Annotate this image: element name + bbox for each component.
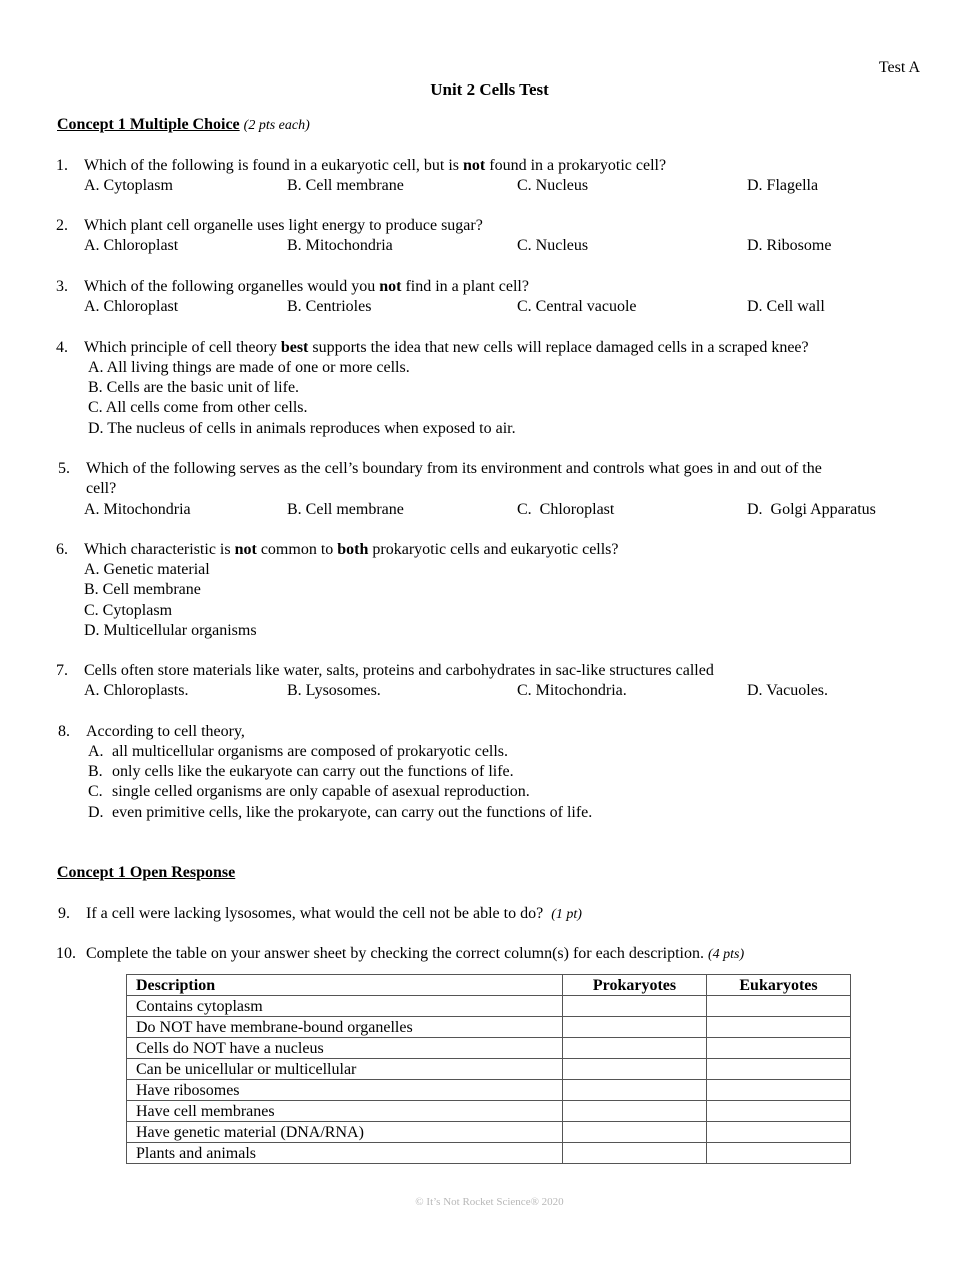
prokaryote-cell	[563, 1122, 707, 1143]
question-text: Which principle of cell theory best supports the idea that new cells will replace damaged cells in a scraped knee?	[84, 339, 809, 356]
cell-comparison-table	[126, 974, 851, 1164]
eukaryote-cell	[707, 1143, 851, 1164]
choice: even primitive cells, like the prokaryote, can carry out the functions of life.	[112, 804, 593, 821]
choice-letter: B.	[88, 763, 103, 780]
choice: B. Cell membrane	[287, 177, 404, 194]
prokaryote-cell	[563, 1080, 707, 1101]
choice-letter: D.	[88, 804, 104, 821]
choice: only cells like the eukaryote can carry out the functions of life.	[112, 763, 514, 780]
table-row: Cells do NOT have a nucleus	[127, 1038, 851, 1059]
table-row: Have ribosomes	[127, 1080, 851, 1101]
question-number: 7.	[56, 662, 68, 679]
prokaryote-cell	[563, 1017, 707, 1038]
eukaryote-cell	[707, 1080, 851, 1101]
choice: D. Cell wall	[747, 298, 825, 315]
question-number: 5.	[58, 460, 70, 477]
question-text: Cells often store materials like water, salts, proteins and carbohydrates in sac-like structures called	[84, 662, 714, 679]
prokaryote-cell	[563, 1059, 707, 1080]
page-title: Unit 2 Cells Test	[430, 80, 549, 99]
table-row: Can be unicellular or multicellular	[127, 1059, 851, 1080]
question-text: Which of the following serves as the cell’s boundary from its environment and controls what goes in and out of the	[86, 460, 822, 477]
eukaryote-cell	[707, 1038, 851, 1059]
choice: B. Cell membrane	[84, 581, 201, 598]
prokaryote-cell	[563, 1038, 707, 1059]
eukaryote-cell	[707, 996, 851, 1017]
choice: D. Multicellular organisms	[84, 622, 257, 639]
copyright-footer: © It’s Not Rocket Science® 2020	[415, 1196, 564, 1208]
table-row: Plants and animals	[127, 1143, 851, 1164]
choice: D. Flagella	[747, 177, 819, 194]
choice: C. Chloroplast	[517, 501, 615, 518]
question-number: 10.	[56, 945, 76, 962]
question-text: Which characteristic is not common to both prokaryotic cells and eukaryotic cells?	[84, 541, 619, 558]
question-number: 8.	[58, 723, 70, 740]
choice: B. Cells are the basic unit of life.	[88, 379, 300, 396]
choice: A. All living things are made of one or more cells.	[88, 359, 410, 376]
table-row: Have cell membranes	[127, 1101, 851, 1122]
choice: A. Chloroplast	[84, 237, 179, 254]
choice: C. Central vacuole	[517, 298, 637, 315]
choice: A. Mitochondria	[84, 501, 191, 518]
choice: single celled organisms are only capable of asexual reproduction.	[112, 783, 530, 800]
test-version: Test A	[878, 59, 920, 76]
question-number: 2.	[56, 217, 68, 234]
question-text: Which of the following organelles would you not find in a plant cell?	[84, 278, 529, 295]
choice: A. Chloroplasts.	[84, 682, 189, 699]
question-number: 6.	[56, 541, 68, 558]
choice: C. Mitochondria.	[517, 682, 627, 699]
choice: A. Cytoplasm	[84, 177, 173, 194]
choice: C. All cells come from other cells.	[88, 399, 308, 416]
question-number: 4.	[56, 339, 68, 356]
question-text: According to cell theory,	[86, 723, 245, 740]
choice: B. Cell membrane	[287, 501, 404, 518]
eukaryote-cell	[707, 1101, 851, 1122]
prokaryote-cell	[563, 1101, 707, 1122]
eukaryote-cell	[707, 1059, 851, 1080]
eukaryote-cell	[707, 1017, 851, 1038]
choice: D. Vacuoles.	[747, 682, 829, 699]
choice: D. Ribosome	[747, 237, 832, 254]
section-title: Concept 1 Multiple Choice	[57, 116, 240, 133]
prokaryote-cell	[563, 996, 707, 1017]
choice: A. Chloroplast	[84, 298, 179, 315]
section-heading-open-response: Concept 1 Open Response	[57, 864, 236, 881]
choice: B. Mitochondria	[287, 237, 393, 254]
choice: B. Centrioles	[287, 298, 372, 315]
choice: C. Nucleus	[517, 237, 589, 254]
question-text: Complete the table on your answer sheet by checking the correct column(s) for each description. (4 pts)	[86, 945, 745, 962]
question-text: If a cell were lacking lysosomes, what would the cell not be able to do? (1 pt)	[86, 905, 582, 922]
table-row: Contains cytoplasm	[127, 996, 851, 1017]
table-row: Have genetic material (DNA/RNA)	[127, 1122, 851, 1143]
table-row: Do NOT have membrane-bound organelles	[127, 1017, 851, 1038]
choice: D. Golgi Apparatus	[747, 501, 876, 518]
question-number: 9.	[58, 905, 70, 922]
choice: C. Cytoplasm	[84, 602, 173, 619]
question-number: 1.	[56, 157, 68, 174]
choice: D. The nucleus of cells in animals reproduces when exposed to air.	[88, 420, 516, 437]
eukaryote-cell	[707, 1122, 851, 1143]
choice: all multicellular organisms are composed of prokaryotic cells.	[112, 743, 509, 760]
table-header: Description Prokaryotes Eukaryotes	[127, 975, 851, 996]
question-number: 3.	[56, 278, 68, 295]
choice-letter: C.	[88, 783, 103, 800]
choice: B. Lysosomes.	[287, 682, 381, 699]
question-text: Which plant cell organelle uses light energy to produce sugar?	[84, 217, 483, 234]
points-note: (2 pts each)	[243, 118, 310, 133]
question-text: Which of the following is found in a eukaryotic cell, but is not found in a prokaryotic cell?	[84, 157, 667, 174]
question-text-cont: cell?	[86, 480, 117, 497]
prokaryote-cell	[563, 1143, 707, 1164]
choice: A. Genetic material	[84, 561, 210, 578]
section-heading-mc	[57, 115, 310, 136]
choice-letter: A.	[88, 743, 104, 760]
choice: C. Nucleus	[517, 177, 589, 194]
